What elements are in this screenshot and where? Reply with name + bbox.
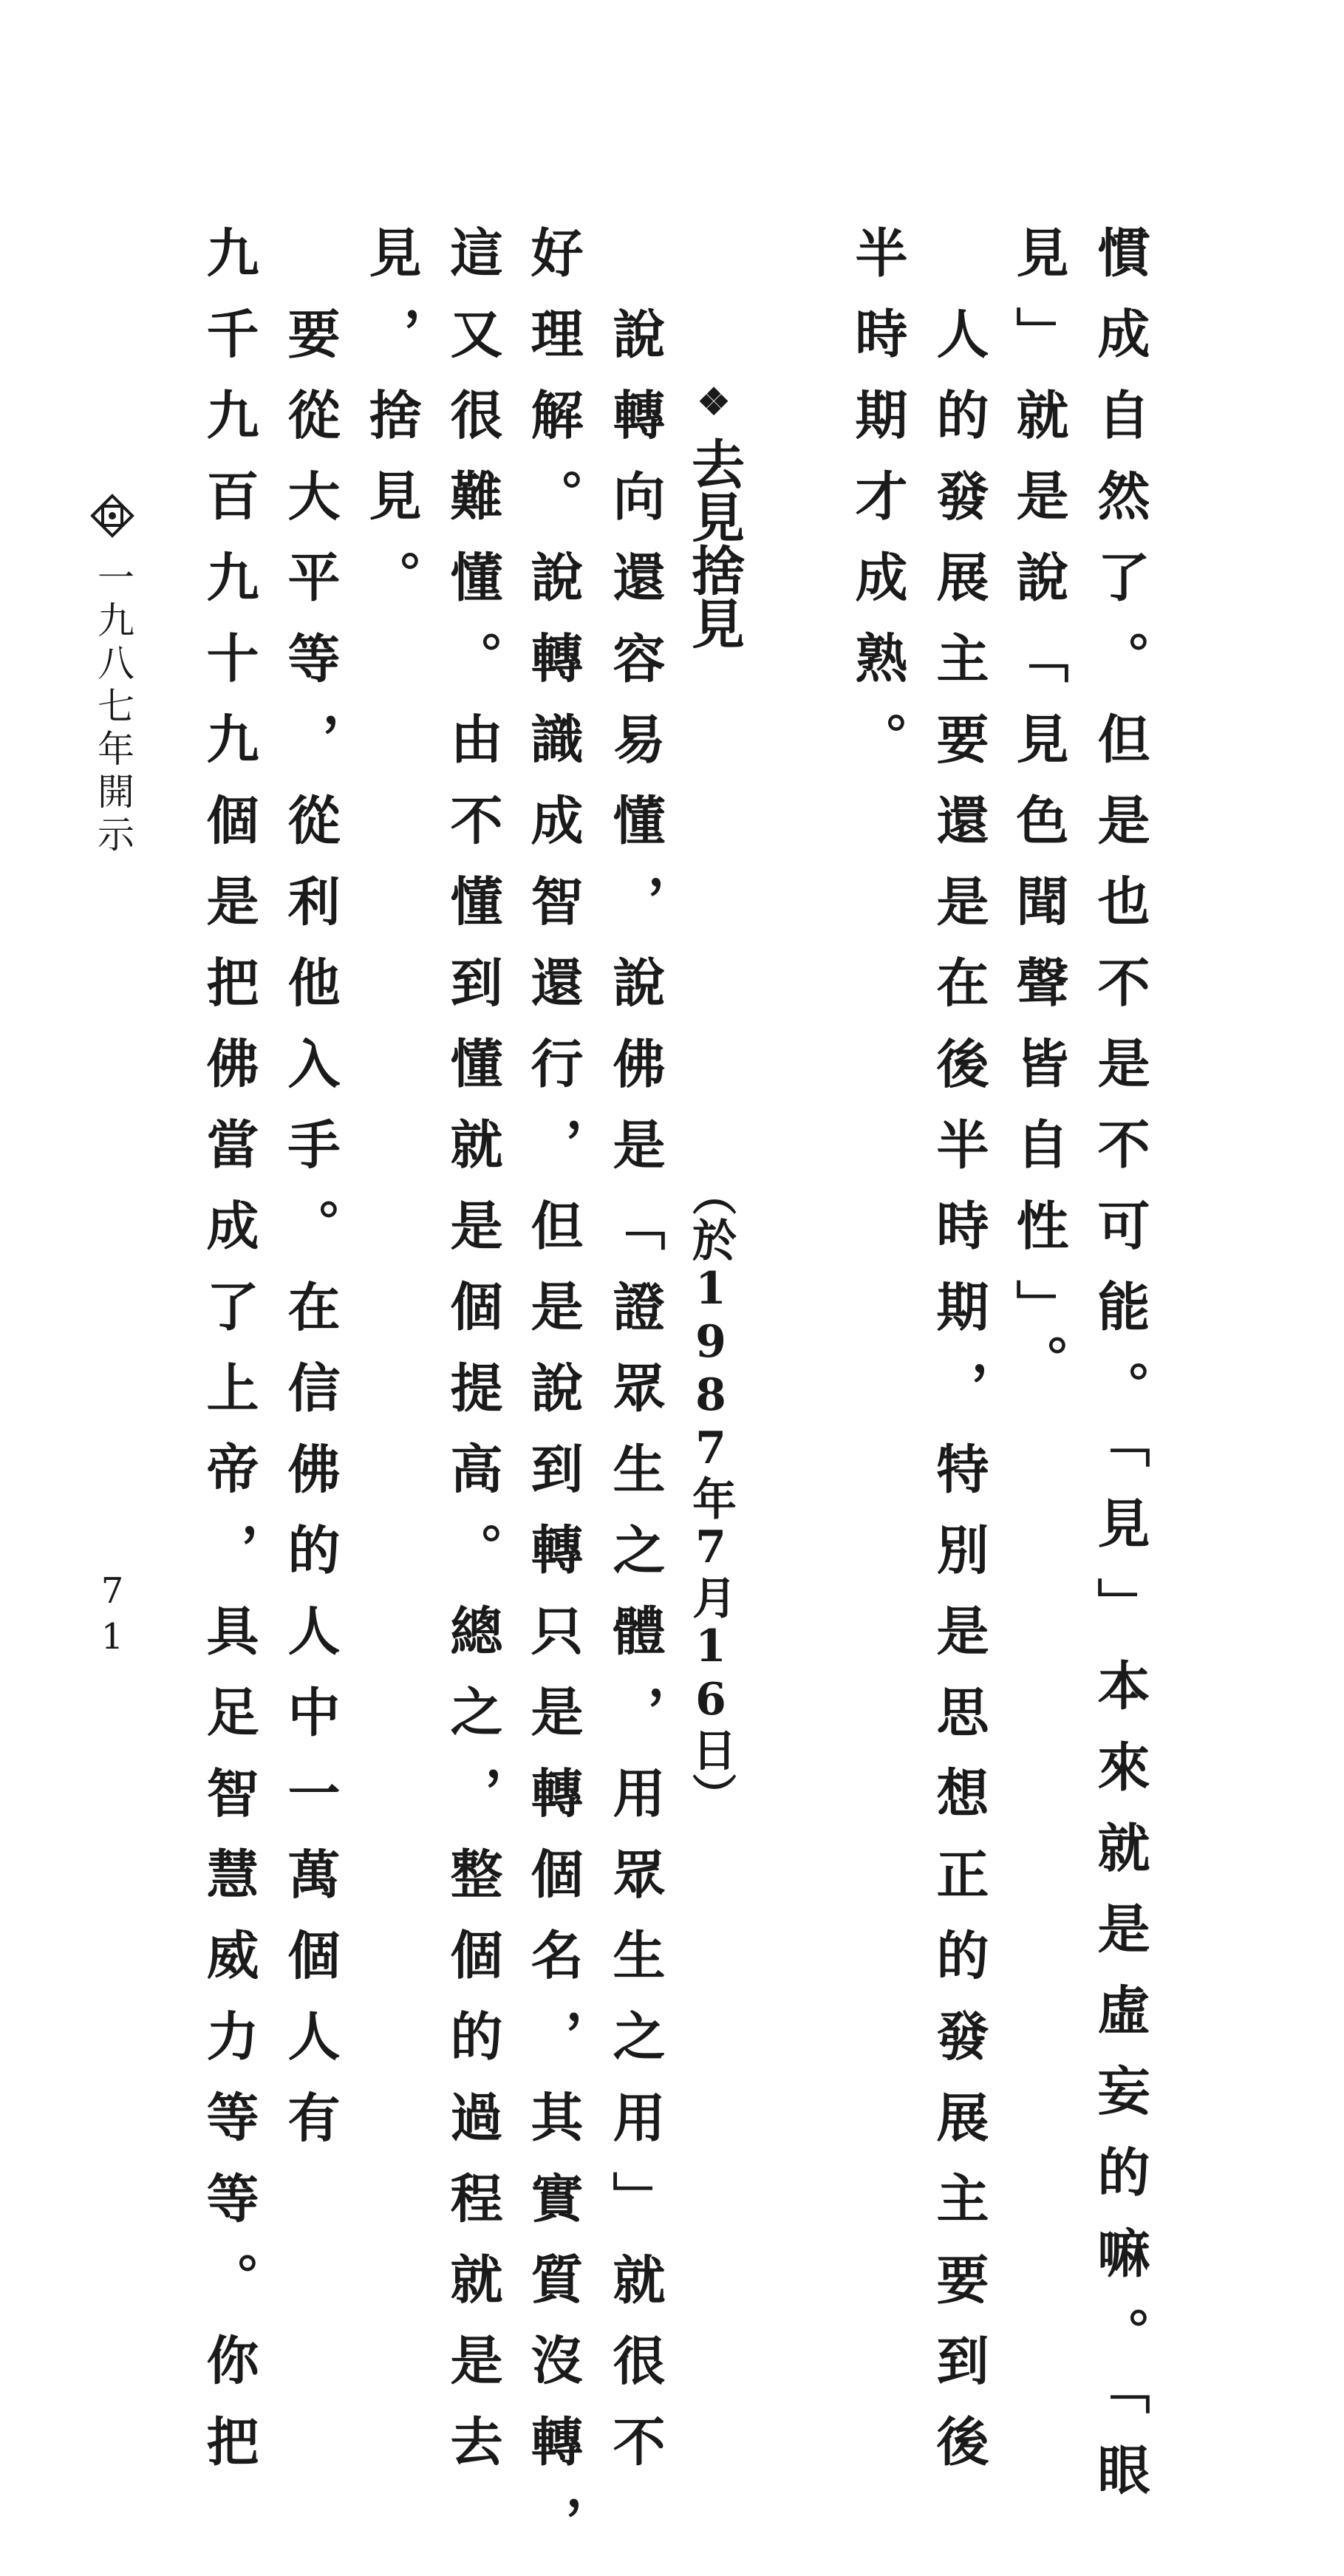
text-column-6: 好理解。說轉識成智還行，但是說到轉只是轉個名，其實質沒轉，	[522, 225, 584, 2576]
text-column-5: 說轉向還容易懂，說佛是「證眾生之體，用眾生之用」就很不	[604, 307, 666, 2495]
diamond-bullet-icon: ❖	[692, 381, 736, 423]
text-column-9: 要從大平等，從利他入手。在信佛的人中一萬個人有	[279, 307, 341, 2172]
section-heading	[683, 381, 746, 650]
text-column-3: 人的發展主要還是在後半時期，特別是思想正的發展主要到後	[928, 307, 990, 2495]
text-column-10: 九千九百九十九個是把佛當成了上帝，具足智慧威力等等。你把	[198, 225, 260, 2495]
ornament-icon	[90, 494, 134, 538]
running-head: 一九八七年開示	[92, 558, 134, 858]
text-column-7: 這又很難懂。由不懂到懂就是個提高。總之，整個的過程就是去	[442, 225, 504, 2495]
page-number: 71	[92, 1570, 133, 1662]
text-column-2: 見」就是說「見色聞聲皆自性」。	[1008, 225, 1070, 1415]
text-column-4: 半時期才成熟。	[847, 225, 909, 793]
text-column-8: 見，捨見。	[361, 225, 423, 631]
date-annotation: （於1987年7月16日）	[685, 1171, 737, 1819]
text-column-1: 慣成自然了。但是也不是不可能。「見」本來就是虛妄的嘛。「眼	[1089, 225, 1151, 2524]
section-title: 去見捨見	[683, 437, 746, 650]
